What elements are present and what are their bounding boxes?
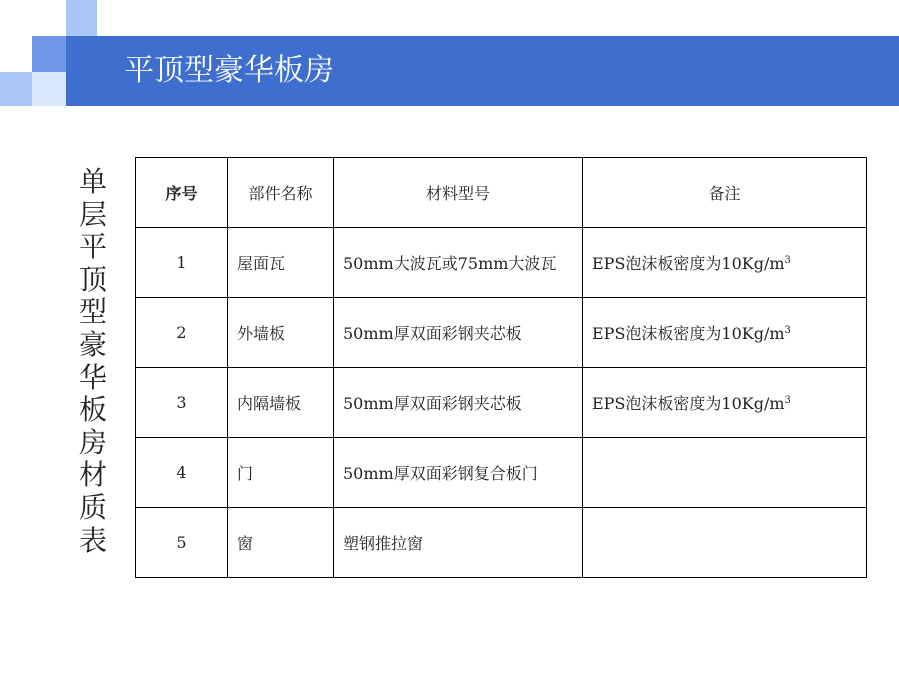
cell-material: 50mm厚双面彩钢复合板门 (334, 438, 583, 508)
header-part: 部件名称 (228, 158, 334, 228)
cell-material: 50mm厚双面彩钢夹芯板 (334, 368, 583, 438)
note-text: EPS泡沫板密度为10Kg/m (592, 324, 785, 343)
cell-material: 塑钢推拉窗 (334, 508, 583, 578)
note-superscript: 3 (784, 325, 791, 336)
cell-part: 内隔墙板 (228, 368, 334, 438)
table-row (136, 368, 867, 438)
side-title: 单层平顶型豪华板房材质表 (78, 165, 107, 557)
header-material: 材料型号 (334, 158, 583, 228)
table-row (136, 298, 867, 368)
cell-note (583, 438, 867, 508)
note-text: EPS泡沫板密度为10Kg/m (592, 394, 785, 413)
cell-material: 50mm大波瓦或75mm大波瓦 (334, 228, 583, 298)
page-title: 平顶型豪华板房 (124, 53, 334, 88)
note-text: EPS泡沫板密度为10Kg/m (592, 254, 785, 273)
header-seq: 序号 (136, 158, 228, 228)
cell-part: 外墙板 (228, 298, 334, 368)
cell-note (583, 298, 867, 368)
header-note: 备注 (583, 158, 867, 228)
note-superscript: 3 (784, 255, 791, 266)
spec-table (135, 157, 867, 578)
cell-note (583, 368, 867, 438)
cell-part: 屋面瓦 (228, 228, 334, 298)
cell-note (583, 228, 867, 298)
cell-material: 50mm厚双面彩钢夹芯板 (334, 298, 583, 368)
decor-square (66, 0, 97, 36)
decor-square (32, 36, 66, 72)
table-header-row (136, 158, 867, 228)
table-row (136, 438, 867, 508)
note-superscript: 3 (784, 395, 791, 406)
cell-part: 窗 (228, 508, 334, 578)
cell-seq: 5 (136, 508, 228, 578)
cell-part: 门 (228, 438, 334, 508)
cell-note (583, 508, 867, 578)
cell-seq: 3 (136, 368, 228, 438)
decor-square (32, 72, 66, 106)
cell-seq: 2 (136, 298, 228, 368)
cell-seq: 4 (136, 438, 228, 508)
cell-seq: 1 (136, 228, 228, 298)
decor-square (0, 72, 32, 106)
table-row (136, 228, 867, 298)
table-row (136, 508, 867, 578)
